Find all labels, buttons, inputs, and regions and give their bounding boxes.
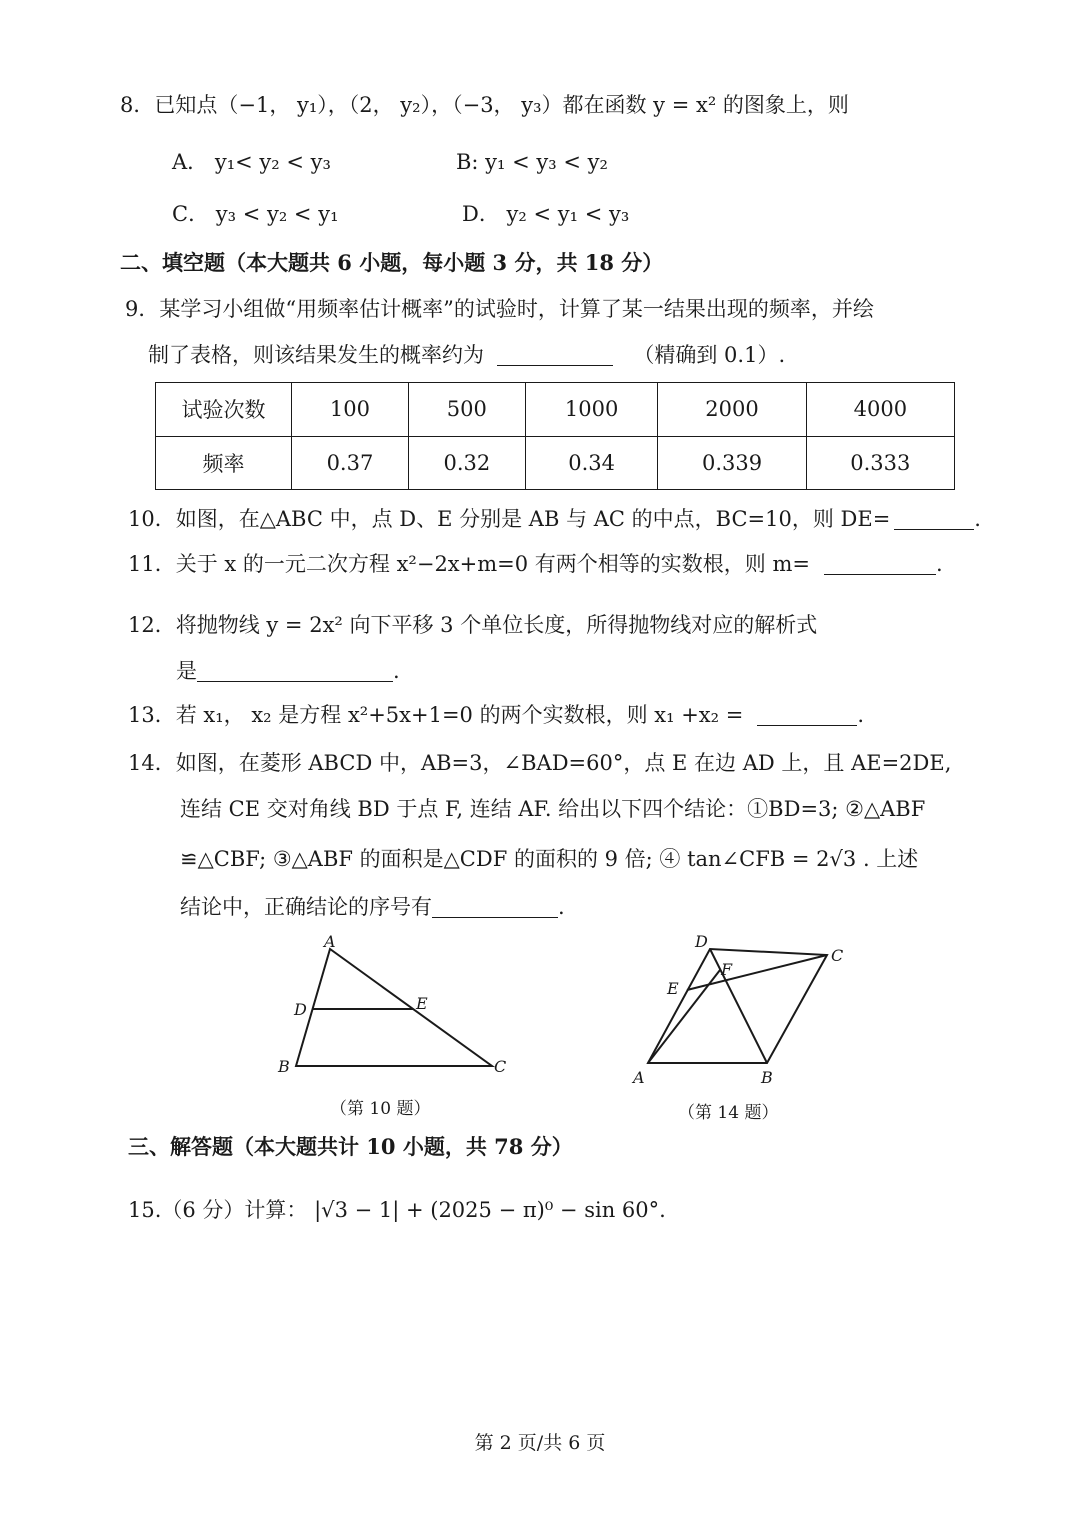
frequency-table [155, 382, 955, 490]
q12-line-2 [176, 656, 400, 686]
diagonal-bd [710, 949, 767, 1063]
q11-end: . [935, 552, 943, 576]
label-b: B [278, 1057, 290, 1076]
label-c: C [831, 946, 844, 965]
label-a: A [633, 1068, 645, 1087]
table-cell: 500 [408, 383, 525, 437]
label-a: A [324, 935, 336, 951]
label-f: F [721, 960, 733, 979]
q12-line-1: 12．将抛物线 y = 2x² 向下平移 3 个单位长度，所得抛物线对应的解析式 [128, 613, 818, 637]
table-cell: 0.339 [658, 436, 806, 490]
table-header-cell: 试验次数 [156, 383, 292, 437]
q9-line-2 [148, 340, 785, 370]
figure-14-caption: （第 14 题） [678, 1103, 779, 1123]
segment-af [648, 970, 720, 1063]
q13-text: 13．若 x₁， x₂ 是方程 x²+5x+1=0 的两个实数根，则 x₁ +x₂ = [128, 703, 744, 727]
q14-line-4-text: 结论中，正确结论的序号有 [180, 895, 432, 919]
label-b: B [761, 1068, 773, 1087]
q12-answer-blank[interactable] [197, 659, 393, 682]
q8-option-b: B: y₁ < y₃ < y₂ [456, 150, 608, 174]
q8-option-a: A． y₁< y₂ < y₃ [172, 150, 331, 174]
q10-answer-blank[interactable] [894, 507, 974, 530]
q14-line-4 [180, 892, 565, 922]
q13 [128, 700, 864, 730]
table-cell: 1000 [525, 383, 658, 437]
label-e: E [667, 979, 679, 998]
q14-line-3: ≌△CBF; ③△ABF 的面积是△CDF 的面积的 9 倍; ④ tan∠CFB = 2√3 . 上述 [180, 847, 919, 871]
table-cell: 2000 [658, 383, 806, 437]
table-cell: 4000 [806, 383, 954, 437]
q14-end: . [558, 895, 565, 919]
table-cell: 0.32 [408, 436, 525, 490]
table-header-cell: 频率 [156, 436, 292, 490]
figure-10-triangle [270, 935, 530, 1085]
q10-end: . [974, 507, 981, 531]
q14-line-2: 连结 CE 交对角线 BD 于点 F, 连结 AF. 给出以下四个结论：①BD=3; ②△ABF [180, 797, 926, 821]
label-d: D [695, 932, 708, 951]
table-cell: 0.34 [525, 436, 658, 490]
table-row [156, 436, 955, 490]
q14-line-1: 14．如图，在菱形 ABCD 中，AB=3，∠BAD=60°，点 E 在边 AD 上，且 AE=2DE, [128, 751, 952, 775]
label-d: D [294, 1000, 307, 1019]
q10 [128, 504, 981, 534]
q12-end: . [393, 659, 400, 683]
table-row [156, 383, 955, 437]
table-cell: 0.333 [806, 436, 954, 490]
q9-line-2-suffix: （精确到 0.1）. [633, 343, 786, 367]
label-c: C [494, 1057, 507, 1076]
q9-answer-blank[interactable] [497, 343, 613, 366]
q14-answer-blank[interactable] [432, 895, 558, 918]
section-2-title: 二、填空题（本大题共 6 小题，每小题 3 分，共 18 分） [120, 250, 664, 275]
q8-stem: 8．已知点（−1， y₁），（2， y₂），（−3， y₃）都在函数 y = x² 的图象上，则 [120, 93, 849, 117]
q12-line-2-text: 是 [176, 659, 197, 683]
q9-line-2-text: 制了表格，则该结果发生的概率约为 [148, 343, 484, 367]
q9-line-1: 9．某学习小组做“用频率估计概率”的试验时，计算了某一结果出现的频率，并绘 [125, 297, 874, 321]
triangle-abc [296, 949, 492, 1066]
q13-answer-blank[interactable] [757, 703, 857, 726]
q10-text: 10．如图，在△ABC 中，点 D、E 分别是 AB 与 AC 的中点，BC=10，则 DE= [128, 507, 891, 531]
page-number: 第 2 页/共 6 页 [474, 1432, 606, 1454]
table-cell: 100 [292, 383, 409, 437]
section-3-title: 三、解答题（本大题共计 10 小题，共 78 分） [128, 1134, 573, 1159]
q8-option-d: D． y₂ < y₁ < y₃ [462, 202, 630, 226]
q15: 15.（6 分）计算： |√3 − 1| + (2025 − π)⁰ − sin 60°. [128, 1198, 666, 1222]
q11-text: 11．关于 x 的一元二次方程 x²−2x+m=0 有两个相等的实数根，则 m= [128, 552, 810, 576]
q13-end: . [857, 703, 865, 727]
q11-answer-blank[interactable] [824, 552, 936, 575]
label-e: E [416, 994, 428, 1013]
q8-option-c: C． y₃ < y₂ < y₁ [172, 202, 339, 226]
q11 [128, 549, 943, 579]
figure-14-rhombus [625, 928, 860, 1088]
figure-10-caption: （第 10 题） [330, 1099, 431, 1119]
table-cell: 0.37 [292, 436, 409, 490]
